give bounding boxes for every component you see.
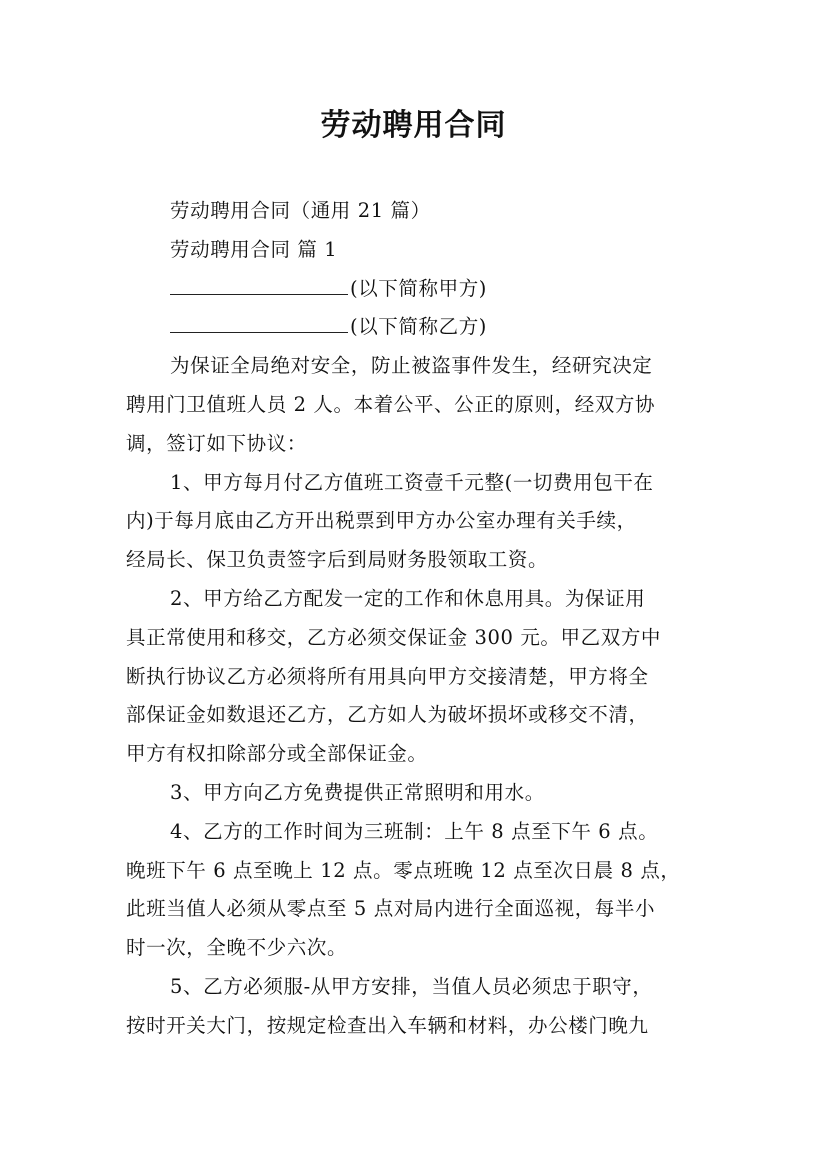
paragraph-line: 5、乙方必须服-从甲方安排，当值人员必须忠于职守， xyxy=(170,974,653,998)
paragraph-line: 1、甲方每月付乙方值班工资壹千元整(一切费用包干在 xyxy=(170,470,654,494)
paragraph-line: 调，签订如下协议： xyxy=(126,431,307,455)
paragraph-line: 经局长、保卫负责签字后到局财务股领取工资。 xyxy=(126,548,549,572)
paragraph-line: 按时开关大门，按规定检查出入车辆和材料，办公楼门晚九 xyxy=(126,1013,649,1037)
paragraph-line: 时一次，全晚不少六次。 xyxy=(126,936,348,960)
paragraph-line: 断执行协议乙方必须将所有用具向甲方交接清楚，甲方将全 xyxy=(126,664,649,688)
paragraph-line: 为保证全局绝对安全，防止被盗事件发生，经研究决定 xyxy=(170,354,653,378)
document-subtitle: 劳动聘用合同（通用 21 篇） xyxy=(170,199,431,222)
paragraph-line: 3、甲方向乙方免费提供正常照明和用水。 xyxy=(170,780,545,804)
party-a-blank xyxy=(170,272,348,295)
paragraph-line: 内)于每月底由乙方开出税票到甲方办公室办理有关手续， xyxy=(126,509,637,533)
party-b-line xyxy=(170,308,715,347)
paragraph-line: 4、乙方的工作时间为三班制：上午 8 点至下午 6 点。 xyxy=(170,819,659,843)
party-b-blank xyxy=(170,310,348,333)
paragraph-line: 甲方有权扣除部分或全部保证金。 xyxy=(126,742,428,766)
paragraph-line: 部保证金如数退还乙方，乙方如人为破坏损坏或移交不清， xyxy=(126,703,649,727)
party-a-line xyxy=(170,270,715,309)
paragraph-line: 具正常使用和移交，乙方必须交保证金 300 元。甲乙双方中 xyxy=(126,625,662,649)
document-body xyxy=(126,192,715,1046)
party-b-suffix: (以下简称乙方) xyxy=(350,315,488,339)
party-a-suffix: (以下简称甲方) xyxy=(350,276,488,300)
paragraph-line: 聘用门卫值班人员 2 人。本着公平、公正的原则，经双方协 xyxy=(126,392,656,416)
paragraph-line: 此班当值人必须从零点至 5 点对局内进行全面巡视，每半小 xyxy=(126,897,656,921)
paragraph-line: 2、甲方给乙方配发一定的工作和休息用具。为保证用 xyxy=(170,586,646,610)
document-title: 劳动聘用合同 xyxy=(320,108,507,143)
paragraph-line: 晚班下午 6 点至晚上 12 点。零点班晚 12 点至次日晨 8 点， xyxy=(126,858,681,882)
section-heading: 劳动聘用合同 篇 1 xyxy=(170,237,338,261)
